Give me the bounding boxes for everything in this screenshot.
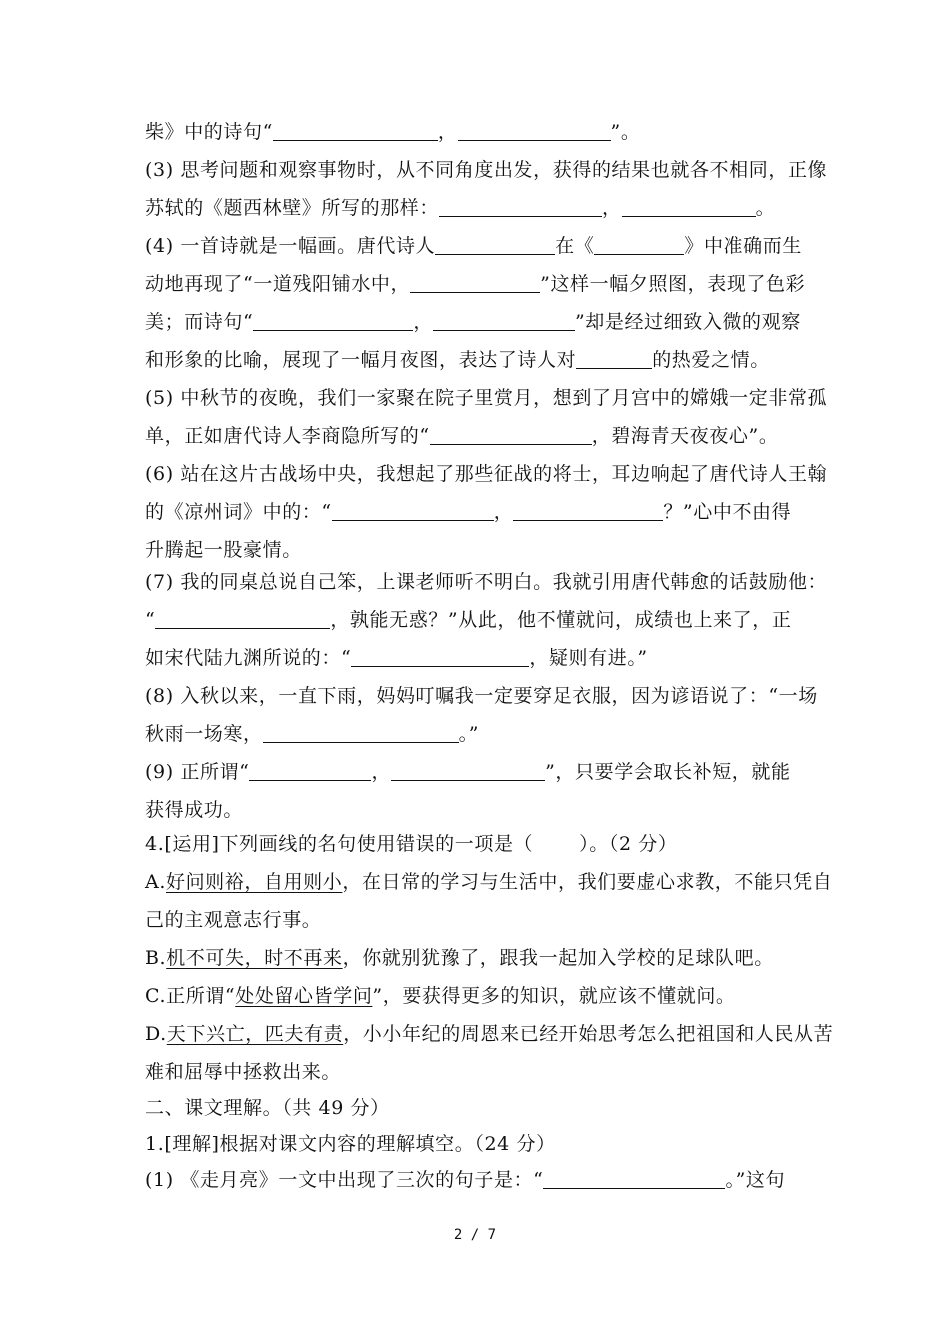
fill-blank[interactable] — [433, 310, 575, 331]
text: ”。 — [610, 121, 641, 143]
text: (9) 正所谓“ — [145, 761, 250, 783]
fill-blank[interactable] — [430, 424, 592, 445]
text: ？”心中不由得 — [663, 501, 792, 523]
text: (7) 我的同桌总说自己笨，上课老师听不明白。我就引用唐代韩愈的话鼓励他： — [145, 571, 828, 593]
question-1-heading — [145, 1130, 556, 1158]
text: 己的主观意志行事。 — [145, 909, 322, 931]
text: 》中准确而生 — [684, 235, 802, 257]
text: (4) 一首诗就是一幅画。唐代诗人 — [145, 235, 436, 257]
text: (5) 中秋节的夜晚，我们一家聚在院子里赏月，想到了月宫中的嫦娥一定非常孤 — [145, 387, 828, 409]
fill-blank[interactable] — [273, 120, 438, 141]
text: ”，只要学会取长补短，就能 — [545, 761, 791, 783]
text: 的《凉州词》中的：“ — [145, 501, 332, 523]
text: ，在日常的学习与生活中，我们要虚心求教，不能只凭自 — [342, 871, 833, 893]
text: “ — [145, 609, 156, 631]
text: 秋雨一场寒， — [145, 723, 263, 745]
text: D. — [145, 1023, 167, 1045]
text-line — [145, 1058, 341, 1086]
text: ，孰能无惑？”从此，他不懂就问，成绩也上来了，正 — [330, 609, 792, 631]
option-a — [145, 868, 832, 896]
text: 升腾起一股豪情。 — [145, 539, 302, 561]
page-number: 2 / 7 — [453, 1227, 497, 1243]
fill-blank[interactable] — [249, 760, 371, 781]
fill-blank[interactable] — [458, 120, 611, 141]
text: ”，要获得更多的知识，就应该不懂就问。 — [372, 985, 736, 1007]
text: 的热爱之情。 — [652, 349, 770, 371]
fill-blank[interactable] — [332, 500, 494, 521]
text: 在《 — [555, 235, 595, 257]
fill-blank[interactable] — [622, 196, 756, 217]
underlined-quote: 天下兴亡，匹夫有责 — [166, 1023, 344, 1045]
text-line — [145, 720, 479, 748]
text: 二、课文理解。（共 49 分） — [145, 1097, 390, 1119]
text: B. — [145, 947, 167, 969]
text: A. — [145, 871, 166, 893]
text-line — [145, 796, 243, 824]
text-line — [145, 422, 778, 450]
text: 动地再现了“一道残阳铺水中， — [145, 273, 411, 295]
option-d — [145, 1020, 833, 1048]
fill-blank[interactable] — [439, 196, 602, 217]
fill-blank[interactable] — [435, 234, 555, 255]
text: (8) 入秋以来，一直下雨，妈妈叮嘱我一定要穿足衣服，因为谚语说了：“一场 — [145, 685, 818, 707]
text-line — [145, 498, 791, 526]
text: 4.[运用]下列画线的名句使用错误的一项是（ — [145, 833, 534, 855]
underlined-quote: 处处留心皆学问 — [235, 985, 373, 1007]
text-line — [145, 906, 321, 934]
text: ，你就别犹豫了，跟我一起加入学校的足球队吧。 — [342, 947, 774, 969]
text: 如宋代陆九渊所说的：“ — [145, 647, 352, 669]
text: ，小小年纪的周恩来已经开始思考怎么把祖国和人民从苦 — [343, 1023, 834, 1045]
text: 苏轼的《题西林壁》所写的那样： — [145, 197, 440, 219]
text: 和形象的比喻，展现了一幅月夜图，表达了诗人对 — [145, 349, 577, 371]
fill-blank[interactable] — [543, 1168, 725, 1189]
text: 获得成功。 — [145, 799, 244, 821]
text-line — [145, 536, 302, 564]
fill-blank[interactable] — [155, 608, 330, 629]
text: ， — [371, 761, 392, 783]
text: ， — [437, 121, 458, 143]
text: 。” — [458, 723, 480, 745]
question-4 — [145, 232, 802, 260]
text: 单，正如唐代诗人李商隐所写的“ — [145, 425, 430, 447]
text: 。”这句 — [725, 1169, 786, 1191]
text: ， — [493, 501, 514, 523]
fill-blank[interactable] — [351, 646, 529, 667]
option-b — [145, 944, 774, 972]
text: (6) 站在这片古战场中央，我想起了那些征战的将士，耳边响起了唐代诗人王翰 — [145, 463, 828, 485]
fill-blank[interactable] — [263, 722, 459, 743]
option-c — [145, 982, 736, 1010]
text: (3) 思考问题和观察事物时，从不同角度出发，获得的结果也就各不相同，正像 — [145, 159, 828, 181]
fill-blank[interactable] — [576, 348, 652, 369]
text: 1.[理解]根据对课文内容的理解填空。（24 分） — [145, 1133, 556, 1155]
text: 。 — [755, 197, 776, 219]
text: ）。（2 分） — [579, 833, 678, 855]
fill-blank[interactable] — [410, 272, 540, 293]
fill-blank[interactable] — [253, 310, 413, 331]
text: ”这样一幅夕照图，表现了色彩 — [540, 273, 806, 295]
text: C.正所谓“ — [145, 985, 236, 1007]
question-9 — [145, 758, 791, 786]
question-4-heading — [145, 830, 678, 858]
text: ，碧海青天夜夜心”。 — [591, 425, 779, 447]
section-heading — [145, 1094, 390, 1122]
underlined-quote: 好问则裕，自用则小 — [165, 871, 343, 893]
question-1-1 — [145, 1166, 785, 1194]
fill-blank[interactable] — [391, 760, 545, 781]
text: (1) 《走月亮》一文中出现了三次的句子是：“ — [145, 1169, 544, 1191]
text-line — [145, 308, 801, 336]
text-line — [145, 118, 640, 146]
text: ， — [602, 197, 622, 219]
question-3 — [145, 156, 827, 184]
text-line — [145, 194, 775, 222]
question-5 — [145, 384, 827, 412]
text-line — [145, 270, 805, 298]
text: ，疑则有进。” — [529, 647, 648, 669]
fill-blank[interactable] — [594, 234, 684, 255]
text: ”却是经过细致入微的观察 — [574, 311, 801, 333]
underlined-quote: 机不可失，时不再来 — [166, 947, 343, 969]
text-line — [145, 346, 770, 374]
question-6 — [145, 460, 827, 488]
fill-blank[interactable] — [513, 500, 663, 521]
text: 难和屈辱中拯救出来。 — [145, 1061, 342, 1083]
text: 美；而诗句“ — [145, 311, 254, 333]
text-line — [145, 644, 648, 672]
text: 柴》中的诗句“ — [145, 121, 273, 143]
text: ， — [413, 311, 433, 333]
question-7 — [145, 568, 827, 596]
question-8 — [145, 682, 818, 710]
text-line — [145, 606, 791, 634]
